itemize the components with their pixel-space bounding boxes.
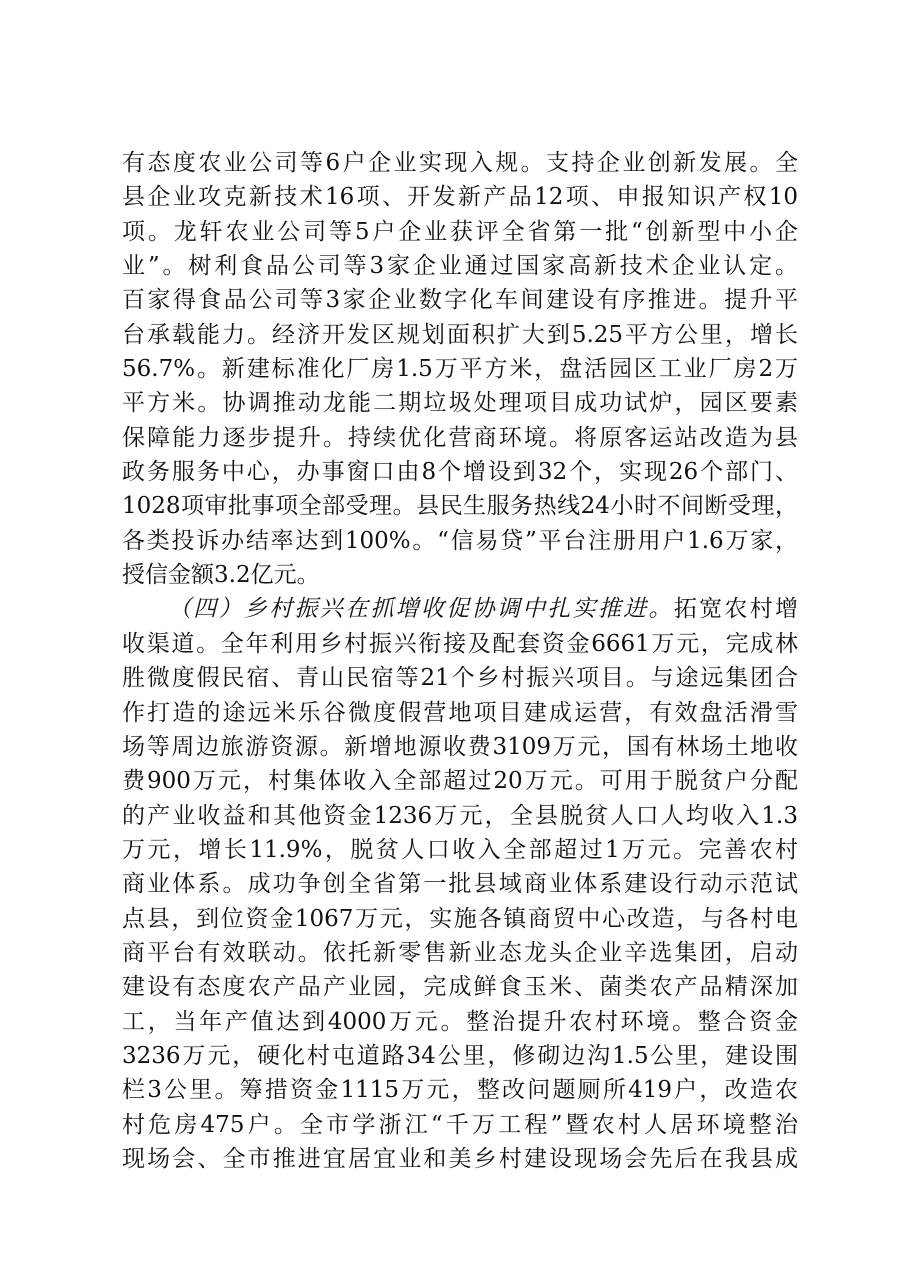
- text-line: 业”。树利食品公司等3家企业通过国家高新技术企业认定。: [122, 253, 798, 280]
- text-line: 万元，增长11.9%，脱贫人口收入全部超过1万元。完善农村: [122, 836, 798, 863]
- text-line: 村危房475户。全市学浙江“千万工程”暨农村人居环境整治: [122, 1111, 798, 1138]
- document-body: [122, 146, 798, 1176]
- text-line: 项。龙轩农业公司等5户企业获评全省第一批“创新型中小企: [122, 218, 798, 245]
- text-line: 建设有态度农产品产业园，完成鲜食玉米、菌类农产品精深加: [122, 974, 798, 1001]
- text-line: 政务服务中心，办事窗口由8个增设到32个，实现26个部门、: [122, 459, 798, 486]
- text-line: 栏3公里。筹措资金1115万元，整改问题厕所419户，改造农: [122, 1077, 798, 1104]
- text-line: 56.7%。新建标准化厂房1.5万平方米，盘活园区工业厂房2万: [122, 356, 798, 383]
- text-line: 收渠道。全年利用乡村振兴衔接及配套资金6661万元，完成林: [122, 630, 798, 657]
- text-line: 工，当年产值达到4000万元。整治提升农村环境。整合资金: [122, 1008, 798, 1035]
- text-line: 点县，到位资金1067万元，实施各镇商贸中心改造，与各村电: [122, 905, 798, 932]
- text-line: 有态度农业公司等6户企业实现入规。支持企业创新发展。全: [122, 150, 798, 176]
- text-line: 场等周边旅游资源。新增地源收费3109万元，国有林场土地收: [122, 733, 798, 760]
- text-line: 现场会、全市推进宜居宜业和美乡村建设现场会先后在我县成: [122, 1145, 798, 1172]
- text-line: 商平台有效联动。依托新零售新业态龙头企业辛选集团，启动: [122, 939, 798, 966]
- text-line: 各类投诉办结率达到100%。“信易贷”平台注册用户1.6万家，: [122, 527, 798, 554]
- section-first-line: [122, 592, 798, 626]
- text-line: 费900万元，村集体收入全部超过20万元。可用于脱贫户分配: [122, 768, 798, 795]
- section-first-line-text: 拓宽农村增: [673, 596, 798, 623]
- text-line: 保障能力逐步提升。持续优化营商环境。将原客运站改造为县: [122, 424, 798, 451]
- text-line: 1028项审批事项全部受理。县民生服务热线24小时不间断受理，: [122, 493, 798, 520]
- text-line: 商业体系。成功争创全省第一批县域商业体系建设行动示范试: [122, 871, 798, 898]
- text-line: 3236万元，硬化村屯道路34公里，修砌边沟1.5公里，建设围: [122, 1042, 798, 1069]
- text-line: 百家得食品公司等3家企业数字化车间建设有序推进。提升平: [122, 287, 798, 314]
- paragraph-last-line: 授信金额3.2亿元。: [122, 562, 320, 589]
- text-line: 胜微度假民宿、青山民宿等21个乡村振兴项目。与途远集团合: [122, 665, 798, 692]
- text-line: 的产业收益和其他资金1236万元，全县脱贫人口人均收入1.3: [122, 802, 798, 829]
- text-line: 县企业攻克新技术16项、开发新产品12项、申报知识产权10: [122, 184, 798, 211]
- section-heading: （四）乡村振兴在抓增收促协调中扎实推进。: [168, 596, 674, 623]
- text-line: 平方米。协调推动龙能二期垃圾处理项目成功试炉，园区要素: [122, 390, 798, 417]
- text-line: 作打造的途远米乐谷微度假营地项目建成运营，有效盘活滑雪: [122, 699, 798, 726]
- text-line: 台承载能力。经济开发区规划面积扩大到5.25平方公里，增长: [122, 321, 798, 348]
